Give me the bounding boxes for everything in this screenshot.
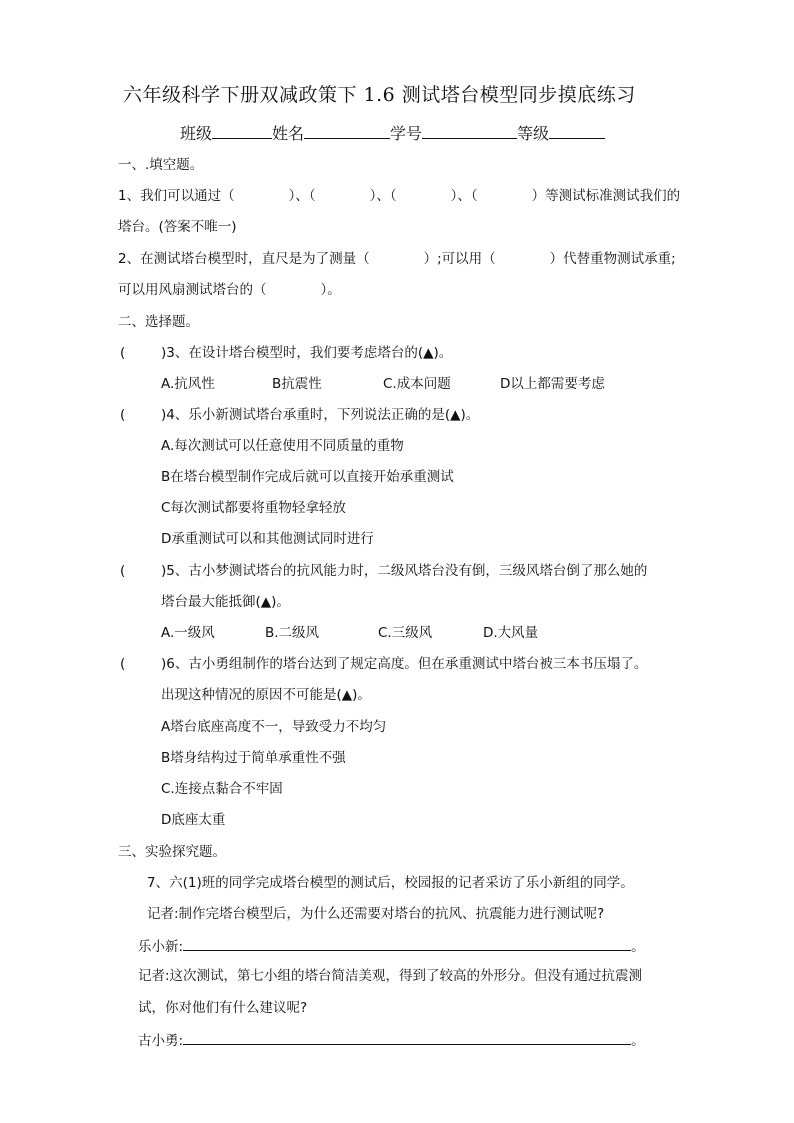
question-1-line1: 1、我们可以通过（ ）、（ ）、（ ）、（ ）等测试标准测试我们的 bbox=[118, 188, 681, 204]
q6-option-a[interactable]: A塔台底座高度不一，导致受力不均匀 bbox=[161, 719, 387, 735]
section2-heading: 二、选择题。 bbox=[118, 314, 199, 330]
question-6-line2: 出现这种情况的原因不可能是(▲)。 bbox=[161, 687, 371, 703]
question-6-line1: )6、古小勇组制作的塔台达到了规定高度。但在承重测试中塔台被三本书压塌了。 bbox=[161, 656, 648, 672]
q5-option-a[interactable]: A.一级风 bbox=[161, 625, 215, 641]
answer-2-field[interactable] bbox=[183, 1030, 631, 1045]
name-label: 姓名 bbox=[272, 124, 305, 143]
q6-option-b[interactable]: B塔身结构过于简单承重性不强 bbox=[161, 750, 346, 766]
answer-paren-q5[interactable]: ( bbox=[120, 563, 126, 579]
question-3: )3、在设计塔台模型时，我们要考虑塔台的(▲)。 bbox=[161, 345, 453, 361]
name-field[interactable] bbox=[304, 124, 390, 139]
q3-option-b[interactable]: B抗震性 bbox=[272, 376, 322, 392]
reporter-question-2-line2: 试，你对他们有什么建议呢? bbox=[138, 1000, 308, 1016]
answer-2-label: 古小勇: bbox=[138, 1033, 184, 1049]
answer-2-period: 。 bbox=[631, 1033, 645, 1049]
q4-option-b[interactable]: B在塔台模型制作完成后就可以直接开始承重测试 bbox=[161, 469, 454, 485]
class-field[interactable] bbox=[212, 124, 272, 139]
q3-option-d[interactable]: D以上都需要考虑 bbox=[500, 376, 605, 392]
answer-2-line bbox=[138, 1030, 645, 1050]
question-1-line2: 塔台。(答案不唯一) bbox=[118, 219, 237, 235]
grade-field[interactable] bbox=[549, 124, 605, 139]
answer-1-field[interactable] bbox=[183, 936, 631, 951]
question-5-line2: 塔台最大能抵御(▲)。 bbox=[161, 594, 290, 610]
q6-option-c[interactable]: C.连接点黏合不牢固 bbox=[161, 781, 283, 797]
answer-paren-q3[interactable]: ( bbox=[120, 345, 126, 361]
id-label: 学号 bbox=[390, 124, 423, 143]
question-7: 7、六(1)班的同学完成塔台模型的测试后，校园报的记者采访了乐小新组的同学。 bbox=[147, 875, 634, 891]
answer-1-line bbox=[138, 936, 645, 956]
reporter-question-1: 记者:制作完塔台模型后，为什么还需要对塔台的抗风、抗震能力进行测试呢? bbox=[147, 906, 605, 922]
page-title: 六年级科学下册双减政策下 1.6 测试塔台模型同步摸底练习 bbox=[123, 84, 636, 106]
q3-option-a[interactable]: A.抗风性 bbox=[161, 376, 215, 392]
q4-option-c[interactable]: C每次测试都要将重物轻拿轻放 bbox=[161, 500, 346, 516]
answer-1-period: 。 bbox=[631, 939, 645, 955]
q5-option-d[interactable]: D.大风量 bbox=[483, 625, 539, 641]
question-5-line1: )5、古小梦测试塔台的抗风能力时，二级风塔台没有倒，三级风塔台倒了那么她的 bbox=[161, 563, 648, 579]
q5-option-c[interactable]: C.三级风 bbox=[378, 625, 433, 641]
q4-option-a[interactable]: A.每次测试可以任意使用不同质量的重物 bbox=[161, 438, 404, 454]
answer-1-label: 乐小新: bbox=[138, 939, 184, 955]
student-id-field[interactable] bbox=[422, 124, 517, 139]
q3-option-c[interactable]: C.成本问题 bbox=[383, 376, 451, 392]
answer-paren-q4[interactable]: ( bbox=[120, 407, 126, 423]
q6-option-d[interactable]: D底座太重 bbox=[161, 812, 226, 828]
class-label: 班级 bbox=[180, 124, 213, 143]
q4-option-d[interactable]: D承重测试可以和其他测试同时进行 bbox=[161, 531, 374, 547]
section3-heading: 三、实验探究题。 bbox=[118, 844, 226, 860]
question-2-line1: 2、在测试塔台模型时，直尺是为了测量（ ）;可以用（ ）代替重物测试承重; bbox=[118, 251, 676, 267]
question-2-line2: 可以用风扇测试塔台的（ ）。 bbox=[118, 282, 341, 298]
q5-option-b[interactable]: B.二级风 bbox=[265, 625, 320, 641]
reporter-question-2-line1: 记者:这次测试，第七小组的塔台简洁美观，得到了较高的外形分。但没有通过抗震测 bbox=[138, 968, 643, 984]
answer-paren-q6[interactable]: ( bbox=[120, 656, 126, 672]
section1-heading: 一、.填空题。 bbox=[118, 157, 204, 173]
student-info-line bbox=[180, 124, 605, 143]
question-4: )4、乐小新测试塔台承重时，下列说法正确的是(▲)。 bbox=[161, 407, 480, 423]
grade-label: 等级 bbox=[517, 124, 550, 143]
